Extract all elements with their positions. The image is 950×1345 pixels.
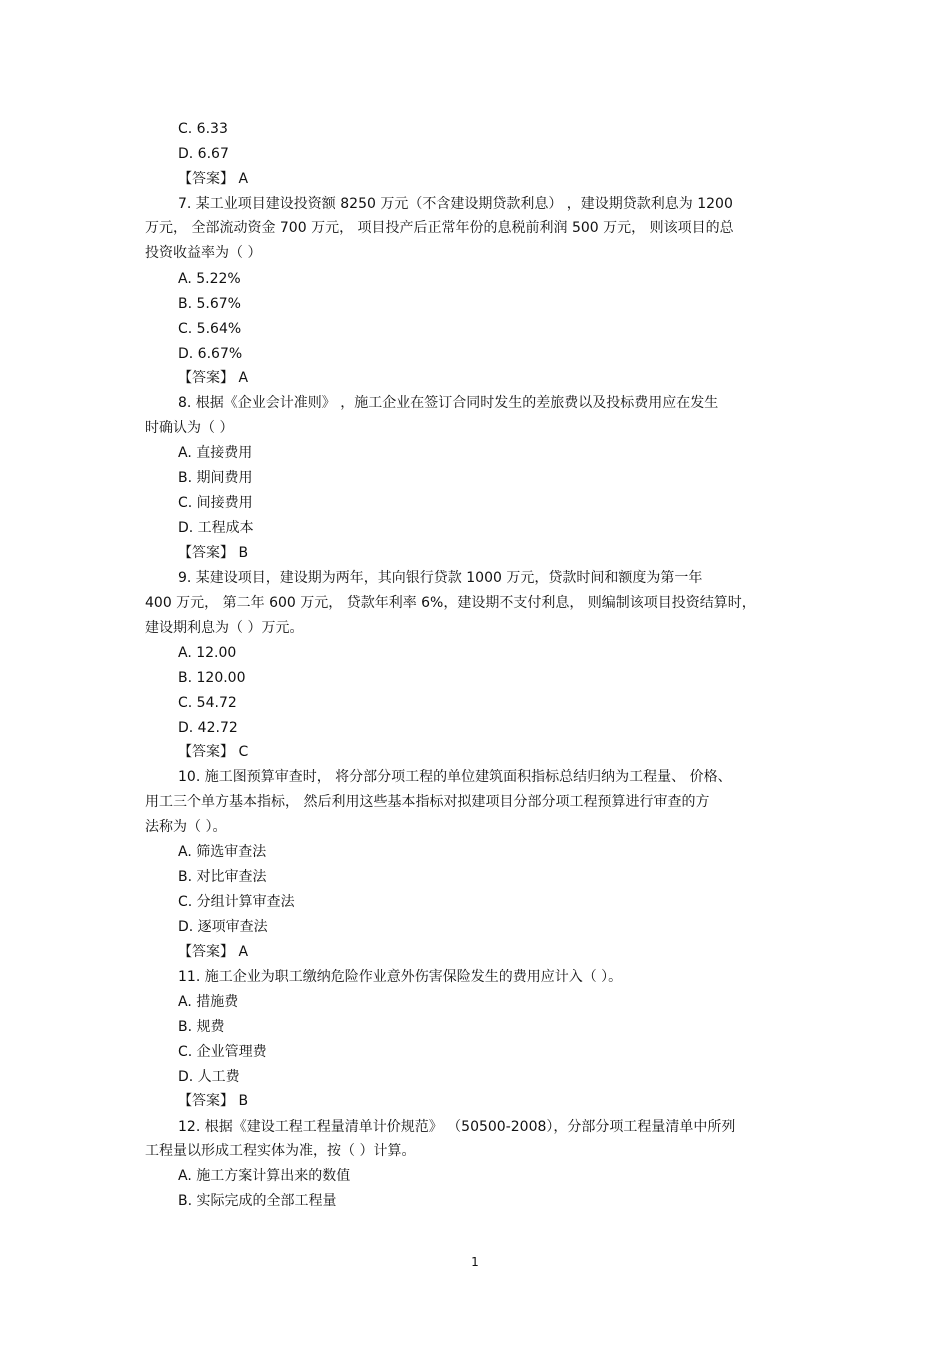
option-d: D. 6.67 bbox=[178, 146, 229, 162]
answer-line: 【答案】 B bbox=[178, 545, 249, 561]
option-d: D. 工程成本 bbox=[178, 520, 254, 536]
question-9-stem-cont: 400 万元， 第二年 600 万元， 贷款年利率 6%，建设期不支付利息， 则编制该项目投资结算时， bbox=[145, 595, 756, 611]
question-10-stem-cont: 用工三个单方基本指标， 然后利用这些基本指标对拟建项目分部分项工程预算进行审查的方 bbox=[145, 794, 710, 810]
option-b: B. 规费 bbox=[178, 1019, 225, 1035]
option-c: C. 6.33 bbox=[178, 121, 228, 137]
option-a: A. 5.22% bbox=[178, 271, 241, 287]
option-b: B. 120.00 bbox=[178, 670, 246, 686]
option-c: C. 企业管理费 bbox=[178, 1044, 267, 1060]
question-10-stem: 10. 施工图预算审查时， 将分部分项工程的单位建筑面积指标总结归纳为工程量、 价格、 bbox=[178, 769, 732, 785]
option-c: C. 5.64% bbox=[178, 321, 242, 337]
page-number: 1 bbox=[471, 1255, 479, 1269]
question-7-stem: 7. 某工业项目建设投资额 8250 万元（不含建设期贷款利息） ，建设期贷款利息为 1200 bbox=[178, 196, 733, 212]
option-d: D. 人工费 bbox=[178, 1069, 240, 1085]
option-a: A. 施工方案计算出来的数值 bbox=[178, 1168, 351, 1184]
option-b: B. 期间费用 bbox=[178, 470, 253, 486]
answer-line: 【答案】 B bbox=[178, 1093, 249, 1109]
option-d: D. 逐项审查法 bbox=[178, 919, 268, 935]
answer-line: 【答案】 A bbox=[178, 944, 249, 960]
answer-line: 【答案】 C bbox=[178, 744, 249, 760]
question-12-stem-cont: 工程量以形成工程实体为准，按（ ）计算。 bbox=[145, 1143, 416, 1159]
answer-line: 【答案】 A bbox=[178, 171, 249, 187]
option-b: B. 对比审查法 bbox=[178, 869, 267, 885]
option-b: B. 5.67% bbox=[178, 296, 241, 312]
option-d: D. 6.67% bbox=[178, 346, 243, 362]
question-10-stem-cont: 法称为（ ）。 bbox=[145, 819, 227, 835]
question-9-stem: 9. 某建设项目，建设期为两年，其向银行贷款 1000 万元，贷款时间和额度为第一年 bbox=[178, 570, 703, 586]
question-9-stem-cont: 建设期利息为（ ）万元。 bbox=[145, 620, 304, 636]
answer-line: 【答案】 A bbox=[178, 370, 249, 386]
option-c: C. 54.72 bbox=[178, 695, 237, 711]
option-c: C. 间接费用 bbox=[178, 495, 253, 511]
question-8-stem: 8. 根据《企业会计准则》 ，施工企业在签订合同时发生的差旅费以及投标费用应在发生 bbox=[178, 395, 719, 411]
option-a: A. 筛选审查法 bbox=[178, 844, 267, 860]
option-d: D. 42.72 bbox=[178, 720, 238, 736]
option-a: A. 措施费 bbox=[178, 994, 239, 1010]
question-11-stem: 11. 施工企业为职工缴纳危险作业意外伤害保险发生的费用应计入（ ）。 bbox=[178, 969, 623, 985]
option-a: A. 12.00 bbox=[178, 645, 237, 661]
question-12-stem: 12. 根据《建设工程工程量清单计价规范》 （50500-2008），分部分项工程量清单中所列 bbox=[178, 1119, 736, 1135]
question-8-stem-cont: 时确认为（ ） bbox=[145, 420, 234, 436]
option-a: A. 直接费用 bbox=[178, 445, 253, 461]
option-c: C. 分组计算审查法 bbox=[178, 894, 295, 910]
question-7-stem-cont: 万元， 全部流动资金 700 万元， 项目投产后正常年份的息税前利润 500 万元， 则该项目的总 bbox=[145, 220, 734, 236]
option-b: B. 实际完成的全部工程量 bbox=[178, 1193, 337, 1209]
question-7-stem-cont: 投资收益率为（ ） bbox=[145, 245, 262, 261]
